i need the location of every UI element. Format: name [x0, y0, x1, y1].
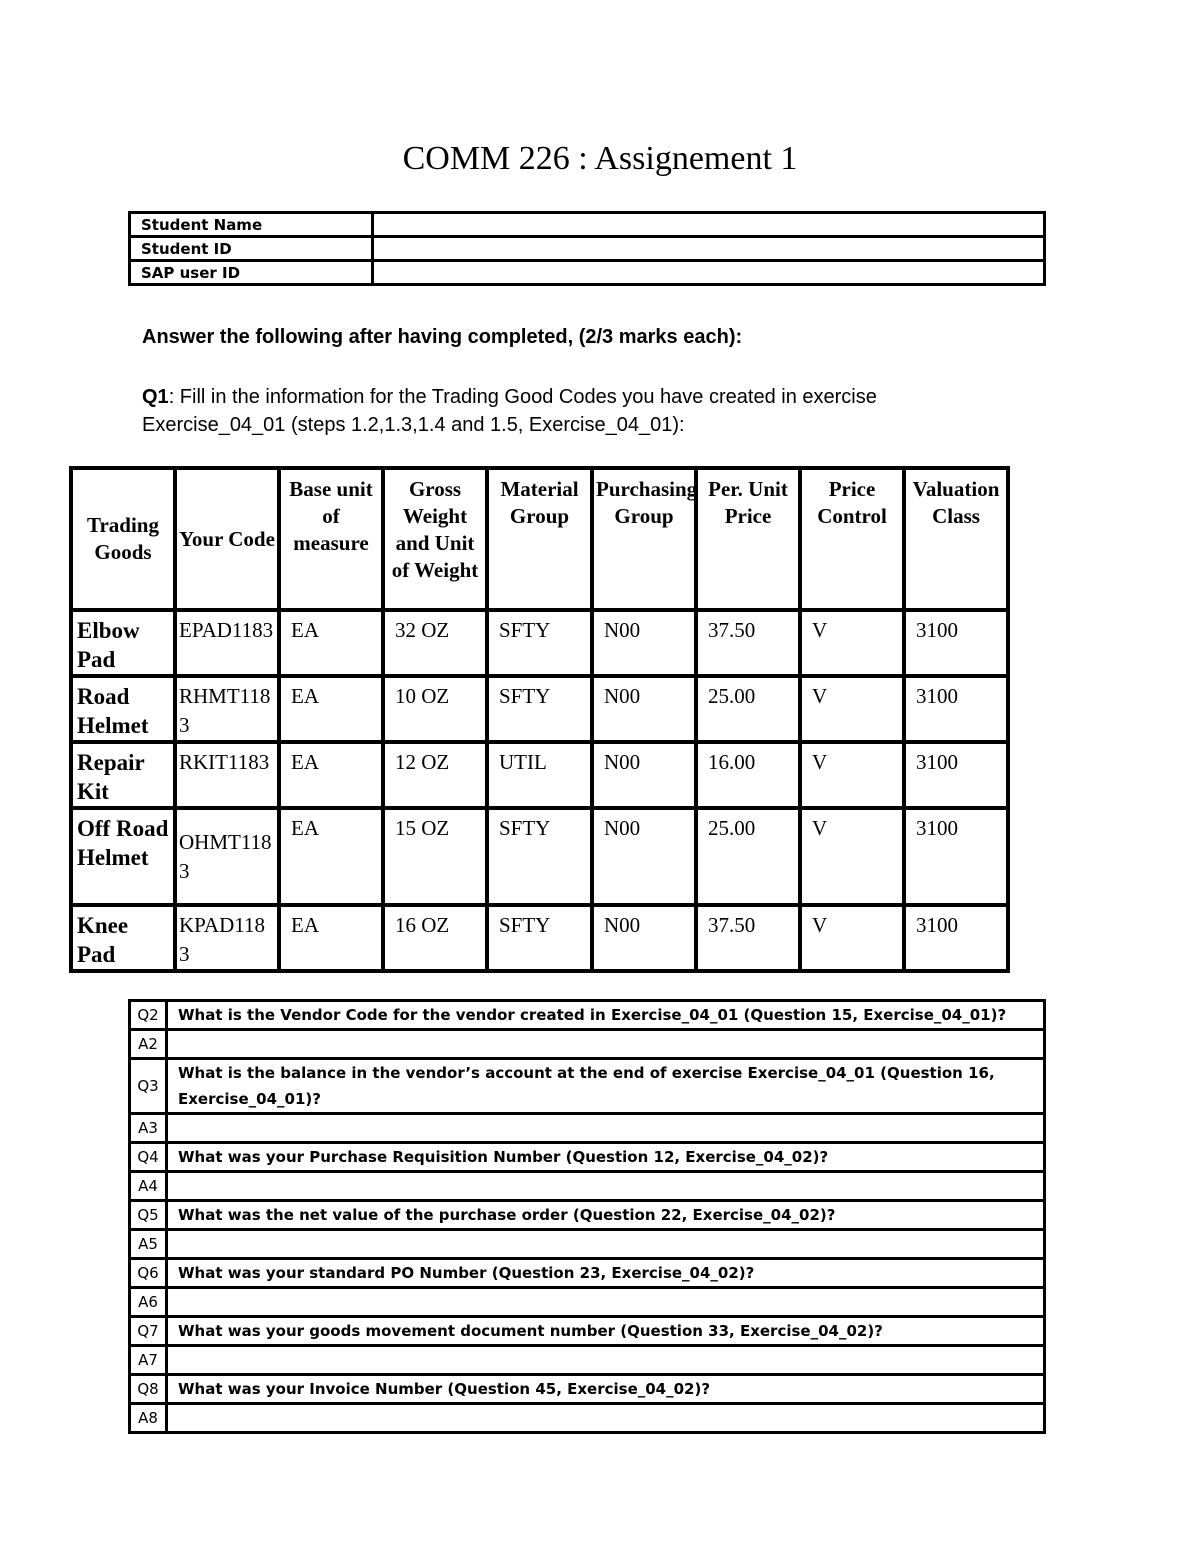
- question-row-q4: [130, 1143, 1045, 1172]
- sap-user-id-field[interactable]: [373, 261, 1045, 285]
- cell-valuation-class: 3100: [904, 905, 1008, 971]
- cell-unit-price: 37.50: [696, 610, 800, 676]
- cell-code: EPAD1183: [175, 610, 279, 676]
- sap-user-id-label: SAP user ID: [130, 261, 373, 285]
- answer-key: A6: [130, 1288, 167, 1317]
- cell-purchasing-group: N00: [592, 610, 696, 676]
- answer-key: A2: [130, 1030, 167, 1059]
- cell-gross-weight: 32 OZ: [383, 610, 487, 676]
- cell-base-unit: EA: [279, 676, 383, 742]
- question-text: What was your Invoice Number (Question 45, Exercise_04_02)?: [167, 1375, 1045, 1404]
- question-row-q8: [130, 1375, 1045, 1404]
- question-text: What was your Purchase Requisition Number (Question 12, Exercise_04_02)?: [167, 1143, 1045, 1172]
- cell-code: RKIT1183: [175, 742, 279, 808]
- cell-purchasing-group: N00: [592, 905, 696, 971]
- cell-price-control: V: [800, 808, 904, 905]
- instructions: Answer the following after having completed, (2/3 marks each):: [142, 326, 743, 348]
- question-key: Q4: [130, 1143, 167, 1172]
- cell-unit-price: 25.00: [696, 808, 800, 905]
- cell-trading-good: Repair Kit: [71, 742, 175, 808]
- answer-row-a5: [130, 1230, 1045, 1259]
- cell-code: OHMT1183: [175, 808, 279, 905]
- cell-code: KPAD1183: [175, 905, 279, 971]
- answer-row-a2: [130, 1030, 1045, 1059]
- question-key: Q3: [130, 1059, 167, 1114]
- table-row: [71, 676, 1008, 742]
- header-gross-weight: Gross Weight and Unit of Weight: [383, 468, 487, 610]
- student-info-table: [128, 211, 1046, 286]
- questions-answers-table: [128, 999, 1046, 1434]
- cell-unit-price: 16.00: [696, 742, 800, 808]
- cell-material-group: SFTY: [487, 808, 592, 905]
- student-name-field[interactable]: [373, 213, 1045, 237]
- answer-field[interactable]: [167, 1288, 1045, 1317]
- cell-price-control: V: [800, 676, 904, 742]
- table-row: [71, 742, 1008, 808]
- cell-base-unit: EA: [279, 610, 383, 676]
- student-name-label: Student Name: [130, 213, 373, 237]
- answer-key: A3: [130, 1114, 167, 1143]
- student-name-row: [130, 213, 1045, 237]
- answer-field[interactable]: [167, 1030, 1045, 1059]
- table-row: [71, 808, 1008, 905]
- header-base-unit: Base unit of measure: [279, 468, 383, 610]
- cell-purchasing-group: N00: [592, 808, 696, 905]
- trading-goods-table: [69, 466, 1010, 973]
- header-material-group: Material Group: [487, 468, 592, 610]
- cell-trading-good: Off Road Helmet: [71, 808, 175, 905]
- cell-purchasing-group: N00: [592, 676, 696, 742]
- table-header-row: [71, 468, 1008, 610]
- question-row-q7: [130, 1317, 1045, 1346]
- answer-row-a6: [130, 1288, 1045, 1317]
- answer-field[interactable]: [167, 1114, 1045, 1143]
- cell-price-control: V: [800, 742, 904, 808]
- cell-valuation-class: 3100: [904, 742, 1008, 808]
- header-valuation-class: Valuation Class: [904, 468, 1008, 610]
- question-row-q6: [130, 1259, 1045, 1288]
- cell-unit-price: 25.00: [696, 676, 800, 742]
- question-1: [142, 383, 942, 439]
- cell-gross-weight: 16 OZ: [383, 905, 487, 971]
- student-id-label: Student ID: [130, 237, 373, 261]
- question-text: What is the balance in the vendor’s account at the end of exercise Exercise_04_01 (Question 16, Exercise_04_01)?: [167, 1059, 1045, 1114]
- cell-code: RHMT1183: [175, 676, 279, 742]
- cell-valuation-class: 3100: [904, 808, 1008, 905]
- question-text: What was your goods movement document number (Question 33, Exercise_04_02)?: [167, 1317, 1045, 1346]
- page-title: COMM 226 : Assignement 1: [402, 140, 798, 177]
- cell-base-unit: EA: [279, 808, 383, 905]
- answer-key: A4: [130, 1172, 167, 1201]
- answer-key: A5: [130, 1230, 167, 1259]
- cell-trading-good: Elbow Pad: [71, 610, 175, 676]
- question-key: Q7: [130, 1317, 167, 1346]
- question-1-label: Q1: [142, 386, 169, 408]
- table-row: [71, 905, 1008, 971]
- question-text: What was the net value of the purchase order (Question 22, Exercise_04_02)?: [167, 1201, 1045, 1230]
- cell-price-control: V: [800, 610, 904, 676]
- cell-base-unit: EA: [279, 742, 383, 808]
- cell-unit-price: 37.50: [696, 905, 800, 971]
- answer-key: A7: [130, 1346, 167, 1375]
- answer-field[interactable]: [167, 1404, 1045, 1433]
- question-text: What is the Vendor Code for the vendor created in Exercise_04_01 (Question 15, Exercise_04_01)?: [167, 1001, 1045, 1030]
- header-trading-goods: Trading Goods: [71, 468, 175, 610]
- header-price-control: Price Control: [800, 468, 904, 610]
- table-row: [71, 610, 1008, 676]
- cell-trading-good: Road Helmet: [71, 676, 175, 742]
- cell-material-group: SFTY: [487, 676, 592, 742]
- question-key: Q5: [130, 1201, 167, 1230]
- cell-valuation-class: 3100: [904, 676, 1008, 742]
- student-id-row: [130, 237, 1045, 261]
- answer-key: A8: [130, 1404, 167, 1433]
- header-purchasing-group: Purchasing Group: [592, 468, 696, 610]
- cell-gross-weight: 12 OZ: [383, 742, 487, 808]
- cell-base-unit: EA: [279, 905, 383, 971]
- question-row-q2: [130, 1001, 1045, 1030]
- cell-trading-good: Knee Pad: [71, 905, 175, 971]
- student-id-field[interactable]: [373, 237, 1045, 261]
- answer-row-a7: [130, 1346, 1045, 1375]
- question-key: Q2: [130, 1001, 167, 1030]
- question-row-q3: [130, 1059, 1045, 1114]
- answer-field[interactable]: [167, 1172, 1045, 1201]
- header-your-code: Your Code: [175, 468, 279, 610]
- cell-valuation-class: 3100: [904, 610, 1008, 676]
- answer-row-a3: [130, 1114, 1045, 1143]
- question-1-text: : Fill in the information for the Trading Good Codes you have created in exercise Exercise_04_01 (steps 1.2,1.3,1.4 and 1.5, Exercise_04_01):: [142, 386, 877, 436]
- cell-price-control: V: [800, 905, 904, 971]
- cell-material-group: SFTY: [487, 905, 592, 971]
- cell-gross-weight: 10 OZ: [383, 676, 487, 742]
- question-row-q5: [130, 1201, 1045, 1230]
- answer-field[interactable]: [167, 1346, 1045, 1375]
- cell-material-group: SFTY: [487, 610, 592, 676]
- cell-gross-weight: 15 OZ: [383, 808, 487, 905]
- answer-field[interactable]: [167, 1230, 1045, 1259]
- answer-row-a8: [130, 1404, 1045, 1433]
- answer-row-a4: [130, 1172, 1045, 1201]
- question-key: Q6: [130, 1259, 167, 1288]
- cell-purchasing-group: N00: [592, 742, 696, 808]
- header-unit-price: Per. Unit Price: [696, 468, 800, 610]
- question-key: Q8: [130, 1375, 167, 1404]
- cell-material-group: UTIL: [487, 742, 592, 808]
- sap-user-id-row: [130, 261, 1045, 285]
- question-text: What was your standard PO Number (Question 23, Exercise_04_02)?: [167, 1259, 1045, 1288]
